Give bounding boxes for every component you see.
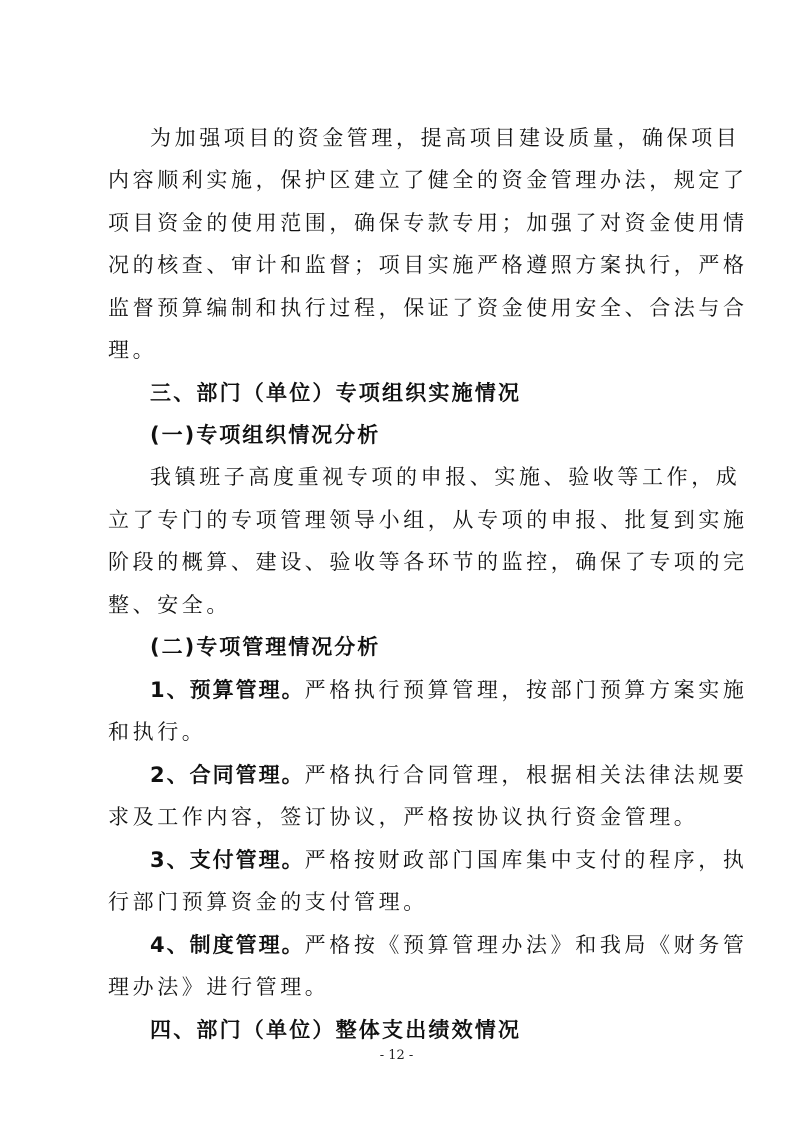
paragraph-line: 况的核查、审计和监督；项目实施严格遵照方案执行，严格 — [108, 253, 748, 277]
paragraph-line: 我镇班子高度重视专项的申报、实施、验收等工作，成 — [150, 465, 741, 489]
subsection-heading: (一)专项组织情况分析 — [150, 423, 381, 447]
item-label: 3、支付管理。 — [150, 848, 305, 872]
paragraph-line: 理办法》进行管理。 — [108, 975, 330, 999]
paragraph-line: 求及工作内容，签订协议，严格按协议执行资金管理。 — [108, 805, 699, 829]
item-label: 1、预算管理。 — [150, 678, 305, 702]
paragraph-line: 监督预算编制和执行过程，保证了资金使用安全、合法与合 — [108, 296, 748, 320]
paragraph-line: 内容顺利实施，保护区建立了健全的资金管理办法，规定了 — [108, 168, 748, 192]
list-item — [150, 930, 750, 960]
item-text: 严格执行预算管理，按部门预算方案实施 — [304, 678, 748, 702]
item-text: 严格按《预算管理办法》和我局《财务管 — [304, 933, 748, 957]
paragraph-line: 整、安全。 — [108, 593, 231, 617]
section-heading: 三、部门（单位）专项组织实施情况 — [150, 381, 522, 405]
paragraph-line: 理。 — [108, 338, 158, 362]
list-item — [150, 760, 750, 790]
paragraph-line: 立了专门的专项管理领导小组，从专项的申报、批复到实施 — [108, 508, 748, 532]
item-text: 严格按财政部门国库集中支付的程序，执 — [304, 848, 748, 872]
paragraph-line: 为加强项目的资金管理，提高项目建设质量，确保项目 — [150, 126, 741, 150]
paragraph-line: 项目资金的使用范围，确保专款专用；加强了对资金使用情 — [108, 211, 748, 235]
item-text: 严格执行合同管理，根据相关法律法规要 — [304, 763, 748, 787]
list-item — [150, 675, 750, 705]
section-heading: 四、部门（单位）整体支出绩效情况 — [150, 1018, 522, 1042]
paragraph-line: 和执行。 — [108, 720, 207, 744]
page-number: - 12 - — [379, 1048, 414, 1063]
paragraph-line: 阶段的概算、建设、验收等各环节的监控，确保了专项的完 — [108, 550, 748, 574]
item-label: 4、制度管理。 — [150, 933, 305, 957]
item-label: 2、合同管理。 — [150, 763, 305, 787]
paragraph-line: 行部门预算资金的支付管理。 — [108, 890, 428, 914]
subsection-heading: (二)专项管理情况分析 — [150, 635, 381, 659]
list-item — [150, 845, 750, 875]
